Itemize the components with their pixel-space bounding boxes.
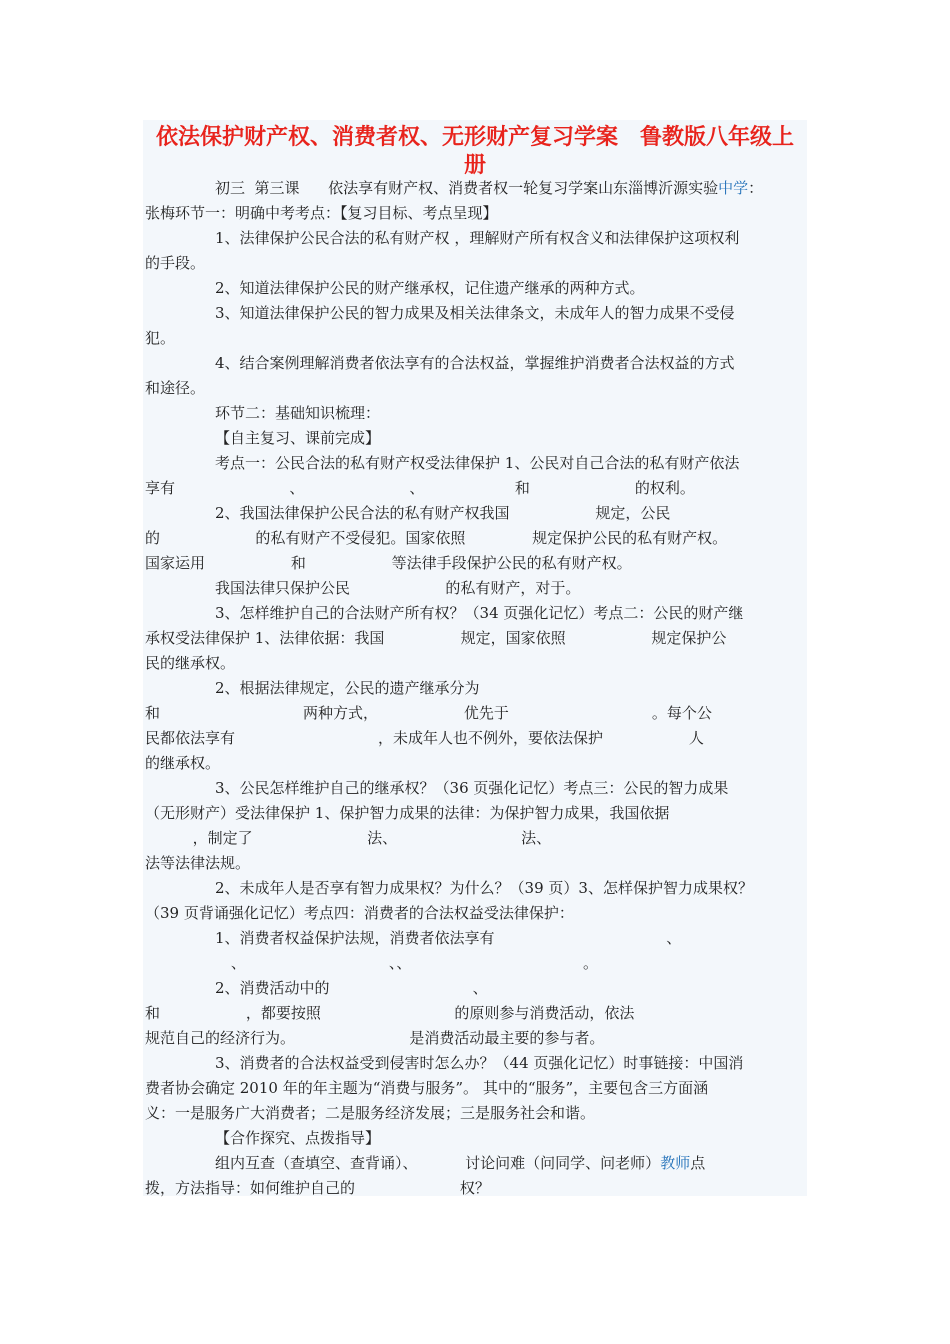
text-line: [145, 1176, 490, 1200]
text-line: [145, 1076, 708, 1100]
line-text-after: ：: [748, 179, 764, 197]
text-line: [215, 351, 735, 375]
line-text: 费者协会确定 2010 年的年主题为“消费与服务”。 其中的“服务”，主要包含三方面涵: [145, 1079, 709, 1097]
text-line: [145, 751, 220, 775]
line-text: 3、消费者的合法权益受到侵害时怎么办？（44 页强化记忆）时事链接：中国消: [215, 1054, 744, 1072]
line-text: 法等法律法规。: [145, 854, 251, 872]
text-line: [145, 526, 727, 550]
title-line-2: 册: [463, 153, 486, 178]
inline-link[interactable]: 中学: [718, 179, 749, 197]
line-text: 张梅环节一：明确中考考点：【复习目标、考点呈现】: [145, 204, 498, 222]
text-line: [145, 826, 551, 850]
inline-link[interactable]: 教师: [660, 1154, 691, 1172]
text-line: [145, 251, 205, 275]
text-line: [215, 1126, 380, 1150]
text-line: [215, 426, 380, 450]
text-line: [215, 676, 480, 700]
text-line: [215, 926, 681, 950]
line-text: 国家运用 和 等法律手段保护公民的私有财产权。: [145, 554, 632, 572]
line-text: 的继承权。: [145, 754, 221, 772]
line-text: 、 、、 。: [145, 954, 599, 972]
line-text: 2、消费活动中的 、: [215, 979, 488, 997]
line-text: 4、结合案例理解消费者依法享有的合法权益，掌握维护消费者合法权益的方式: [215, 354, 735, 372]
text-line: [145, 801, 669, 825]
text-line: [215, 776, 728, 800]
text-line: [215, 976, 488, 1000]
text-line: [215, 226, 739, 250]
text-line: [215, 401, 380, 425]
text-line: [215, 576, 580, 600]
line-text: 和 两种方式， 优先于 。每个公: [145, 704, 712, 722]
line-text: 民都依法享有 ，未成年人也不例外，要依法保护 人: [145, 729, 704, 747]
text-line: [215, 1051, 743, 1075]
text-line: [215, 451, 739, 475]
line-text: 3、怎样维护自己的合法财产所有权？（34 页强化记忆）考点二：公民的财产继: [215, 604, 744, 622]
line-text: 的手段。: [145, 254, 206, 272]
text-line: [145, 851, 250, 875]
text-line: [215, 501, 670, 525]
line-text: 1、法律保护公民合法的私有财产权 ，理解财产所有权含义和法律保护这项权利: [215, 229, 740, 247]
text-line: [145, 476, 695, 500]
line-text: 承权受法律保护 1、法律依据：我国 规定，国家依照 规定保护公: [145, 629, 727, 647]
text-line: [145, 901, 574, 925]
text-line: [145, 1101, 595, 1125]
text-line: [145, 701, 712, 725]
line-text: 2、未成年人是否享有智力成果权？为什么？（39 页）3、怎样保护智力成果权？: [215, 879, 753, 897]
line-text: ，制定了 法、 法、: [145, 829, 552, 847]
line-text-after: 点: [690, 1154, 706, 1172]
text-line: [145, 1026, 604, 1050]
line-text: 我国法律只保护公民 的私有财产，对于。: [215, 579, 581, 597]
line-text: 初三 第三课 依法享有财产权、消费者权一轮复习学案山东淄博沂源实验: [215, 179, 719, 197]
text-line: [145, 1001, 634, 1025]
text-line: [215, 276, 645, 300]
line-text: 和 ，都要按照 的原则参与消费活动，依法: [145, 1004, 635, 1022]
line-text: 2、我国法律保护公民合法的私有财产权我国 规定，公民: [215, 504, 671, 522]
line-text: （39 页背诵强化记忆）考点四：消费者的合法权益受法律保护：: [145, 904, 574, 922]
line-text: 3、公民怎样维护自己的继承权？（36 页强化记忆）考点三：公民的智力成果: [215, 779, 729, 797]
line-text: 组内互查（查填空、查背诵）、 讨论问难（问同学、问老师）: [215, 1154, 661, 1172]
line-text: 规范自己的经济行为。 是消费活动最主要的参与者。: [145, 1029, 605, 1047]
line-text: 拨，方法指导：如何维护自己的 权？: [145, 1179, 490, 1197]
line-text: 【合作探究、点拨指导】: [215, 1129, 381, 1147]
text-line: [215, 1151, 705, 1175]
line-text: 和途径。: [145, 379, 206, 397]
line-text: 民的继承权。: [145, 654, 236, 672]
line-text: （无形财产）受法律保护 1、保护智力成果的法律：为保护智力成果，我国依据: [145, 804, 670, 822]
line-text: 享有 、 、 和 的权利。: [145, 479, 695, 497]
line-text: 义：一是服务广大消费者；二是服务经济发展；三是服务社会和谐。: [145, 1104, 596, 1122]
line-text: 1、消费者权益保护法规，消费者依法享有 、: [215, 929, 682, 947]
line-text: 的 的私有财产不受侵犯。国家依照 规定保护公民的私有财产权。: [145, 529, 728, 547]
text-line: [145, 726, 704, 750]
line-text: 2、根据法律规定，公民的遗产继承分为: [215, 679, 480, 697]
line-text: 环节二：基础知识梳理：: [215, 404, 381, 422]
text-line: [215, 301, 735, 325]
text-line: [145, 326, 175, 350]
text-line: [145, 551, 632, 575]
text-line: [215, 876, 753, 900]
line-text: 2、知道法律保护公民的财产继承权，记住遗产继承的两种方式。: [215, 279, 645, 297]
text-line: [145, 951, 598, 975]
line-text: 犯。: [145, 329, 176, 347]
text-line: [215, 601, 743, 625]
text-line: [145, 201, 498, 225]
text-line: [215, 176, 763, 200]
text-line: [145, 626, 726, 650]
title-line-1: 依法保护财产权、消费者权、无形财产复习学案 鲁教版八年级上: [155, 125, 794, 150]
line-text: 3、知道法律保护公民的智力成果及相关法律条文，未成年人的智力成果不受侵: [215, 304, 735, 322]
line-text: 考点一：公民合法的私有财产权受法律保护 1、公民对自己合法的私有财产依法: [215, 454, 740, 472]
text-line: [145, 376, 205, 400]
line-text: 【自主复习、课前完成】: [215, 429, 381, 447]
text-line: [145, 651, 235, 675]
page-title: [143, 124, 807, 180]
